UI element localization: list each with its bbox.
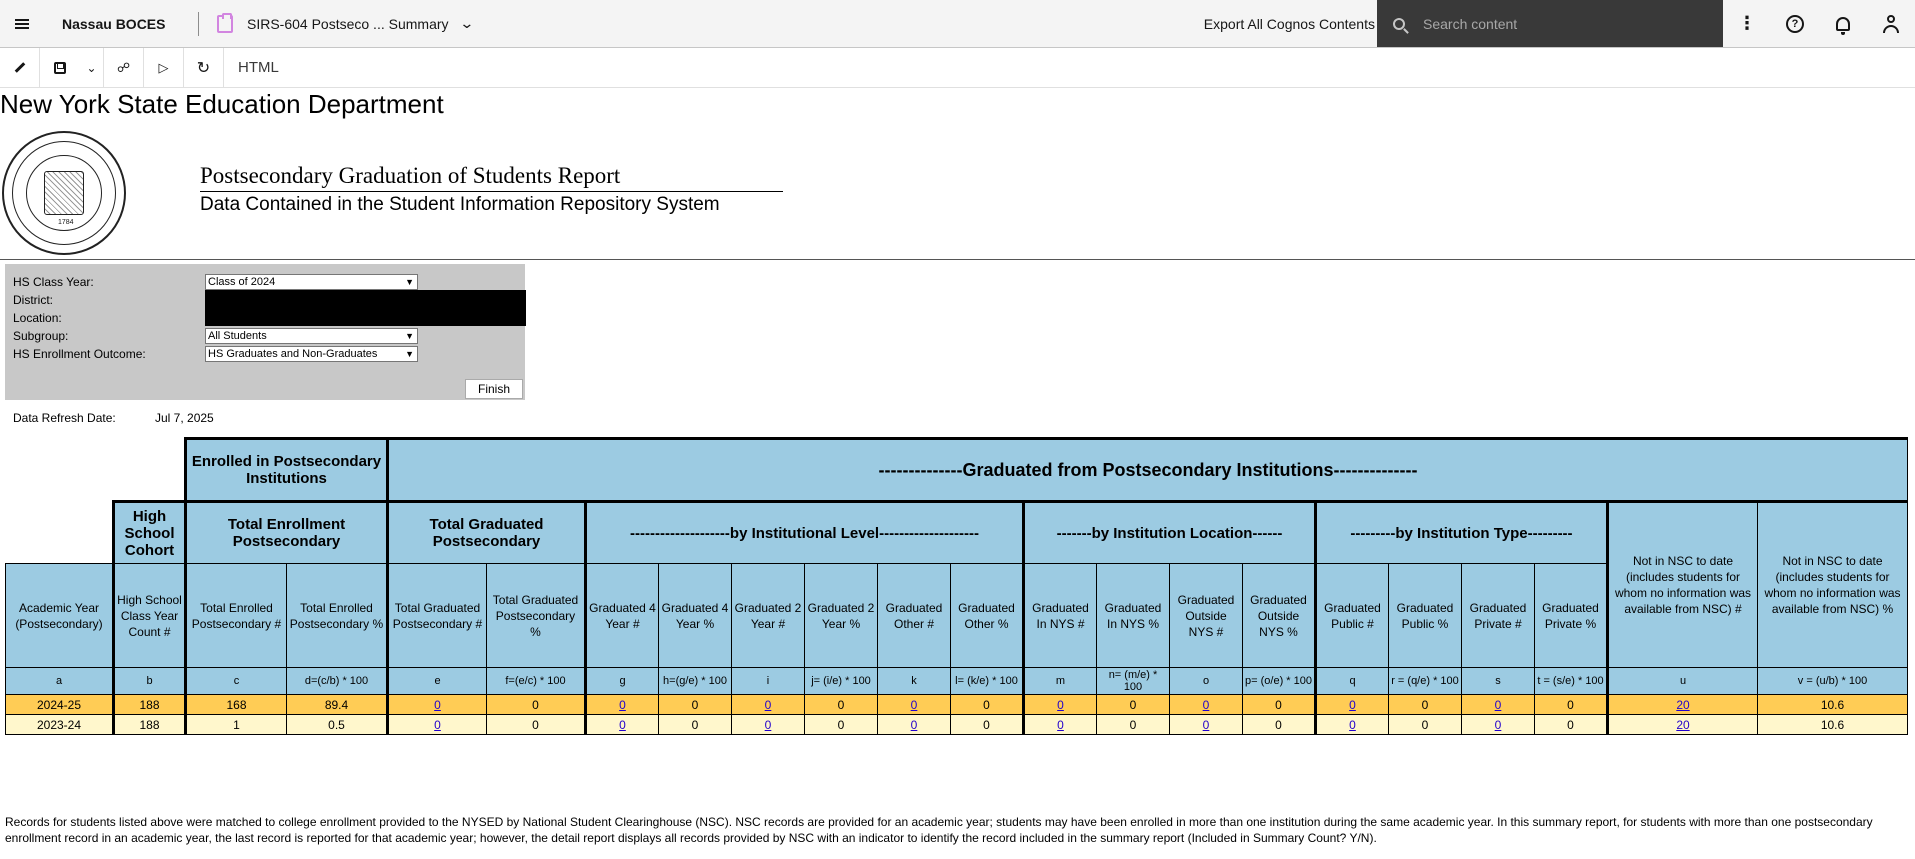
table-cell [1243,695,1316,715]
chevron-down-icon[interactable]: ⌄ [458,15,475,31]
table-cell [186,695,287,715]
table-cell [659,695,732,715]
formula-cell: d=(c/b) * 100 [287,668,388,695]
table-cell[interactable] [1608,715,1758,735]
save-icon[interactable] [40,48,80,88]
formula-cell: g [586,668,659,695]
table-cell[interactable] [1024,715,1097,735]
state-seal-logo [2,131,126,255]
redacted-block [205,290,526,326]
column-header: Graduated In NYS % [1097,564,1170,668]
class-year-select[interactable] [205,274,418,290]
cell-value: 0 [532,717,539,732]
cell-value: 0 [532,697,539,712]
column-header: High School Class Year Count # [114,564,186,668]
cell-value: 0 [1129,697,1137,712]
table-cell [287,715,388,735]
table-cell[interactable] [732,695,805,715]
column-header: Graduated Outside NYS % [1243,564,1316,668]
table-cell[interactable] [878,715,951,735]
formula-cell: b [114,668,186,695]
formula-cell: i [732,668,805,695]
cell-value: 0 [983,717,990,732]
formula-cell: f=(e/c) * 100 [487,668,586,695]
seal-year: 1784 [58,219,74,226]
column-header: Graduated Public # [1316,564,1389,668]
drill-link[interactable]: 0 [910,697,918,712]
column-header: Not in NSC to date (includes students for whom no information was available from NSC) # [1608,502,1758,668]
share-icon[interactable]: ☍ [104,48,144,88]
cell-value: 188 [139,697,160,712]
table-cell [1758,715,1908,735]
drill-link[interactable]: 0 [1349,717,1356,732]
column-header: Academic Year (Postsecondary) [6,564,114,668]
report-subtitle: Data Contained in the Student Information Repository System [200,194,720,215]
table-cell [1097,695,1170,715]
user-icon[interactable] [1867,0,1915,48]
formula-cell: k [878,668,951,695]
edit-icon[interactable] [0,48,40,88]
column-header: Graduated Private # [1462,564,1535,668]
search-input[interactable] [1377,0,1723,47]
cell-value: 0 [1421,717,1429,732]
table-cell [951,695,1024,715]
report-toolbar [0,48,1915,88]
cell-value: 0 [1275,717,1282,732]
column-header: Graduated In NYS # [1024,564,1097,668]
cell-value: 0 [1421,697,1429,712]
cell-value: 89.4 [324,697,349,712]
table-cell[interactable] [586,715,659,735]
cell-value: 0.5 [328,717,345,732]
district-label: District: [13,293,53,307]
outcome-label: HS Enrollment Outcome: [13,347,146,361]
formula-cell: l= (k/e) * 100 [951,668,1024,695]
table-cell[interactable] [1170,695,1243,715]
cell-value: 0 [691,697,699,712]
column-header: Total Enrolled Postsecondary % [287,564,388,668]
drill-link[interactable]: 20 [1676,697,1690,712]
table-cell [1243,715,1316,735]
menu-icon[interactable] [0,0,44,48]
refresh-label: Data Refresh Date: [13,411,116,425]
table-cell [487,695,586,715]
table-cell [805,695,878,715]
column-header: Graduated 4 Year % [659,564,732,668]
formula-cell: o [1170,668,1243,695]
formula-cell: m [1024,668,1097,695]
drill-link[interactable]: 0 [910,717,918,732]
group-enrolled-header: Enrolled in Postsecondary Institutions [186,439,388,502]
column-header: Graduated 2 Year # [732,564,805,668]
subgroup-select[interactable] [205,328,418,344]
table-cell [1389,695,1462,715]
cell-value: 168 [226,697,247,712]
table-cell [659,715,732,735]
summary-table [5,437,1908,735]
drill-link[interactable]: 0 [1202,697,1210,712]
cell-value: 0 [837,697,845,712]
formula-cell: e [388,668,487,695]
notifications-icon[interactable] [1819,0,1867,48]
export-all-link[interactable]: Export All Cognos Contents [1203,15,1375,32]
location-label: Location: [13,311,62,325]
drill-link[interactable]: 0 [1057,717,1064,732]
formula-cell: s [1462,668,1535,695]
level-header: --------------------by Institutional Level-------------------- [586,502,1024,564]
table-cell[interactable] [388,715,487,735]
table-cell[interactable] [732,715,805,735]
table-cell[interactable] [1316,695,1389,715]
column-header: Graduated 2 Year % [805,564,878,668]
run-icon[interactable]: ▷ [144,48,184,88]
group-graduated-header: --------------Graduated from Postsecondary Institutions-------------- [388,439,1908,502]
formula-cell: r = (q/e) * 100 [1389,668,1462,695]
column-header: Graduated 4 Year # [586,564,659,668]
cell-value: 2023-24 [36,717,82,732]
table-cell [114,715,186,735]
table-cell[interactable] [878,695,951,715]
drill-link[interactable]: 0 [1057,697,1064,712]
drill-link[interactable]: 0 [764,717,772,732]
prompt-panel [5,264,525,400]
column-header: Graduated Public % [1389,564,1462,668]
search-placeholder: Search content [1423,15,1518,32]
formula-cell: c [186,668,287,695]
drill-link[interactable]: 0 [619,717,626,732]
formula-cell: n= (m/e) * 100 [1097,668,1170,695]
formula-cell: a [6,668,114,695]
footnote: Records for students listed above were matched to college enrollment provided to the NYSED by National Student Clearinghouse (NSC). NSC records are provided for an academic year; students may have been enrolled in more than one institution during the same academic year. In this summary report, for students with more than one postsecondary enrollment record in an academic year, the last record is reported for that academic year; however, the detail report displays all records provided by NSC with an indicator to identify the record included in the summary report (Included in Summary Count? Y/N). [5,815,1873,845]
formula-cell: h=(g/e) * 100 [659,668,732,695]
table-cell [805,715,878,735]
subgroup-label: Subgroup: [13,329,69,343]
drill-link[interactable]: 0 [764,697,772,712]
drill-link[interactable]: 0 [1494,697,1502,712]
agency-title: New York State Education Department [0,89,444,119]
divider [0,259,1915,260]
table-cell [114,695,186,715]
help-icon[interactable]: ? [1771,0,1819,48]
table-cell[interactable] [1462,695,1535,715]
more-options-icon[interactable]: ⋮ [1738,13,1756,33]
chevron-down-icon: ▼ [405,331,414,341]
table-cell [1535,715,1608,735]
column-header: Total Graduated Postsecondary % [487,564,586,668]
table-cell [1758,695,1908,715]
column-header: Total Enrolled Postsecondary # [186,564,287,668]
drill-link[interactable]: 0 [619,697,626,712]
total-graduated-header: Total Graduated Postsecondary [388,502,586,564]
location-header: -------by Institution Location------ [1024,502,1316,564]
app-bar [0,0,1915,48]
table-cell [487,715,586,735]
cell-value: 0 [983,697,990,712]
table-cell [6,715,114,735]
report-title: Postsecondary Graduation of Students Report [200,163,783,192]
table-cell [186,715,287,735]
table-cell [1389,715,1462,735]
outcome-select[interactable] [205,346,418,362]
column-header: Not in NSC to date (includes students for whom no information was available from NSC) % [1758,502,1908,668]
cell-value: 0 [837,717,845,732]
drill-link[interactable]: 0 [434,697,441,712]
refresh-icon[interactable]: ↻ [184,48,224,88]
search-icon [1393,18,1405,30]
cohort-header: High School Cohort [114,502,186,564]
divider [198,12,199,36]
refresh-date: Jul 7, 2025 [155,411,214,425]
subgroup-value: All Students [208,330,267,342]
cell-value: 2024-25 [36,697,82,712]
table-row [6,695,1908,715]
drill-link[interactable]: 20 [1676,717,1690,732]
type-header: ---------by Institution Type--------- [1316,502,1608,564]
formula-cell: p= (o/e) * 100 [1243,668,1316,695]
total-enrollment-header: Total Enrollment Postsecondary [186,502,388,564]
chevron-down-icon: ▼ [405,277,414,287]
table-cell[interactable] [1024,695,1097,715]
formula-cell: j= (i/e) * 100 [805,668,878,695]
class-year-value: Class of 2024 [208,276,276,288]
save-chevron-down-icon[interactable]: ⌄ [80,48,104,88]
formula-cell: v = (u/b) * 100 [1758,668,1908,695]
column-header: Total Graduated Postsecondary # [388,564,487,668]
cell-value: 188 [139,717,160,732]
column-header: Graduated Private % [1535,564,1608,668]
cell-value: 10.6 [1820,717,1845,732]
cell-value: 10.6 [1820,697,1845,712]
table-cell[interactable] [1170,715,1243,735]
cell-value: 0 [1567,697,1574,712]
report-icon [217,15,233,33]
drill-link[interactable]: 0 [1202,717,1210,732]
table-cell [1097,715,1170,735]
cell-value: 0 [1275,697,1282,712]
cell-value: 0 [691,717,699,732]
report-name[interactable]: SIRS-604 Postseco ... Summary [247,15,449,32]
drill-link[interactable]: 0 [1494,717,1502,732]
formula-cell: t = (s/e) * 100 [1535,668,1608,695]
output-format[interactable]: HTML [238,59,279,76]
org-name: Nassau BOCES [62,15,166,32]
cell-value: 0 [1567,717,1574,732]
table-cell[interactable] [586,695,659,715]
chevron-down-icon: ▼ [405,349,414,359]
column-header: Graduated Outside NYS # [1170,564,1243,668]
drill-link[interactable]: 0 [434,717,441,732]
table-cell[interactable] [388,695,487,715]
class-year-label: HS Class Year: [13,275,94,289]
cell-value: 0 [1129,717,1137,732]
finish-button[interactable]: Finish [465,379,523,399]
table-cell [6,695,114,715]
table-cell [1535,695,1608,715]
table-cell[interactable] [1462,715,1535,735]
column-header: Graduated Other % [951,564,1024,668]
formula-cell: q [1316,668,1389,695]
drill-link[interactable]: 0 [1349,697,1356,712]
table-row [6,715,1908,735]
formula-cell: u [1608,668,1758,695]
table-cell [951,715,1024,735]
table-cell[interactable] [1608,695,1758,715]
data-refresh [13,411,214,425]
cell-value: 1 [233,717,240,732]
table-cell[interactable] [1316,715,1389,735]
outcome-value: HS Graduates and Non-Graduates [208,348,378,360]
column-header: Graduated Other # [878,564,951,668]
table-cell [287,695,388,715]
